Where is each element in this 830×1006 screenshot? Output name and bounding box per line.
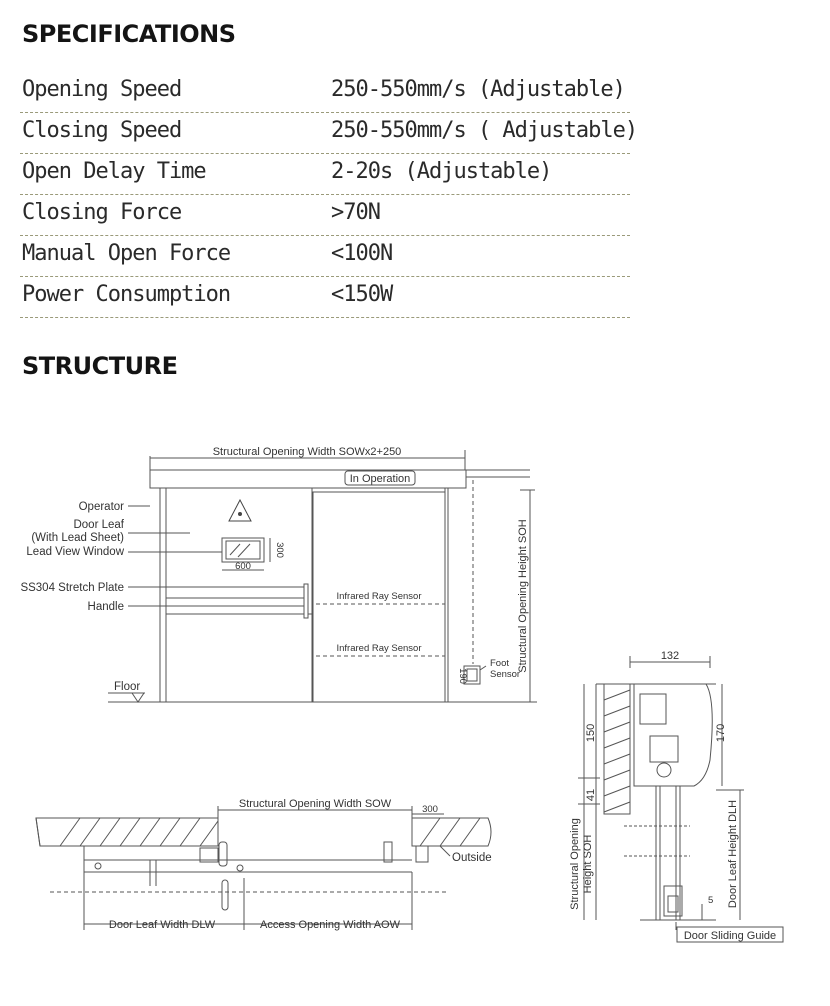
section-170-dimension: 170: [715, 723, 727, 743]
door-sliding-guide-label: Door Sliding Guide: [683, 930, 777, 942]
door-leaf-label: Door Leaf: [73, 519, 124, 531]
spec-value: 250-550mm/s ( Adjustable): [331, 118, 638, 143]
plan-300-dimension: 300: [422, 804, 438, 815]
section-soh-label: Structural Opening: [569, 818, 581, 910]
section-view-drawing: [578, 656, 744, 930]
in-operation-label: In Operation: [349, 473, 411, 485]
infrared-sensor-label: Infrared Ray Sensor: [336, 591, 422, 602]
lead-view-window-label: Lead View Window: [26, 546, 124, 558]
spec-value: <100N: [331, 241, 393, 266]
stretch-plate-label: SS304 Stretch Plate: [20, 582, 124, 594]
infrared-sensor-label: Infrared Ray Sensor: [336, 643, 422, 654]
spec-label: Closing Force: [22, 200, 182, 225]
foot-sensor-height-dimension: 190: [457, 668, 468, 684]
foot-sensor-label: Sensor: [490, 669, 521, 680]
structure-heading: STRUCTURE: [22, 352, 178, 380]
operator-label: Operator: [78, 501, 124, 513]
section-150-dimension: 150: [585, 723, 597, 743]
specifications-heading: SPECIFICATIONS: [22, 20, 236, 48]
section-soh-label: Height SOH: [582, 834, 594, 894]
access-opening-width-dimension: Access Opening Width AOW: [260, 919, 400, 931]
floor-label: Floor: [114, 681, 141, 693]
spec-label: Closing Speed: [22, 118, 182, 143]
handle-label: Handle: [87, 601, 124, 613]
front-width-dimension: Structural Opening Width SOWx2+250: [212, 446, 402, 458]
plan-sow-dimension: Structural Opening Width SOW: [238, 798, 392, 810]
section-5-dimension: 5: [708, 895, 714, 906]
outside-label: Outside: [452, 852, 492, 864]
door-leaf-height-dimension: Door Leaf Height DLH: [727, 799, 739, 909]
spec-label: Power Consumption: [22, 282, 231, 307]
foot-sensor-label: Foot: [490, 658, 510, 669]
door-leaf-width-dimension: Door Leaf Width DLW: [108, 919, 216, 931]
door-leaf-sub-label: (With Lead Sheet): [31, 532, 124, 544]
window-width-dimension: 600: [235, 561, 251, 572]
spec-label: Open Delay Time: [22, 159, 206, 184]
front-elevation-drawing: [108, 450, 537, 702]
spec-label: Opening Speed: [22, 77, 182, 102]
front-height-dimension: Structural Opening Height SOH: [517, 519, 529, 673]
plan-view-drawing: [36, 806, 491, 930]
spec-label: Manual Open Force: [22, 241, 231, 266]
spec-value: <150W: [331, 282, 393, 307]
spec-value: 250-550mm/s (Adjustable): [331, 77, 625, 102]
spec-value: >70N: [331, 200, 380, 225]
spec-value: 2-20s (Adjustable): [331, 159, 552, 184]
section-41-dimension: 41: [585, 788, 597, 802]
section-132-dimension: 132: [660, 650, 680, 662]
window-height-dimension: 300: [274, 542, 285, 558]
